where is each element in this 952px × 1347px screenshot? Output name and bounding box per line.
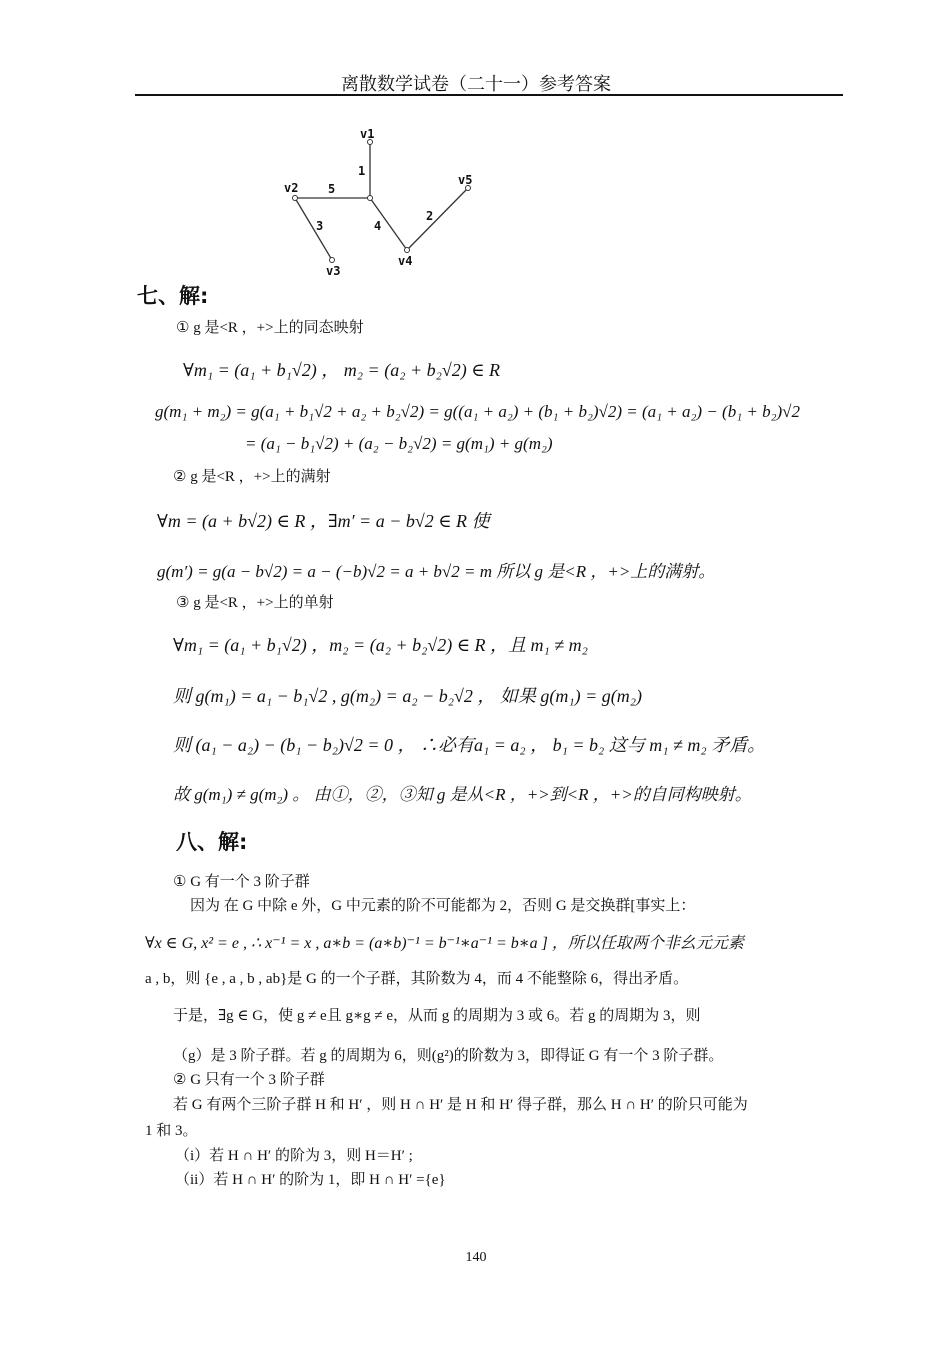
sec7-line-forall-m1-m2: ∀m₁ = (a₁ + b₁√2) ， m₂ = (a₂ + b₂√2) ∈ R bbox=[183, 360, 501, 380]
sec8-line-two-subgroups: 若 G 有两个三阶子群 H 和 H′ ，则 H ∩ H′ 是 H 和 H′ 得子群，那么 H ∩ H′ 的阶只可能为 bbox=[173, 1097, 748, 1113]
sec8-part1-title: ① G 有一个 3 阶子群 bbox=[173, 874, 310, 890]
vertex-label-v4: v4 bbox=[398, 254, 413, 268]
section-8-heading: 八、解: bbox=[176, 830, 248, 854]
edge-weight-3: 3 bbox=[316, 219, 324, 233]
sec7-line-injective-if: 则 g(m₁) = a₁ − b₁√2 , g(m₂) = a₂ − b₂√2 ， 如果 g(m₁) = g(m₂) bbox=[173, 686, 643, 706]
sec8-line-orders: 1 和 3。 bbox=[145, 1123, 198, 1139]
sec7-line-g-sum-cont: = (a₁ − b₁√2) + (a₂ − b₂√2) = g(m₁) + g(m₂) bbox=[245, 434, 553, 453]
sec7-line-surjective-forall: ∀m = (a + b√2) ∈ R ，∃m′ = a − b√2 ∈ R 使 bbox=[157, 511, 490, 531]
vertex-v3 bbox=[330, 258, 335, 263]
vertex-v4 bbox=[405, 248, 410, 253]
sec8-line-case-ii: （ii）若 H ∩ H′ 的阶为 1，即 H ∩ H′ ={e} bbox=[175, 1172, 446, 1188]
sec8-line-case-i: （i）若 H ∩ H′ 的阶为 3，则 H＝H′ ; bbox=[175, 1148, 413, 1164]
edge-weight-1: 1 bbox=[358, 164, 366, 178]
header-rule bbox=[135, 94, 843, 96]
sec7-part1-title: ① g 是<R ，+>上的同态映射 bbox=[176, 320, 364, 336]
vertex-v2 bbox=[293, 196, 298, 201]
sec8-line-exists-g: 于是，∃g ∈ G，使 g ≠ e且 g∗g ≠ e，从而 g 的周期为 3 或 6。若 g 的周期为 3，则 bbox=[173, 1008, 701, 1024]
section-7-heading: 七、解: bbox=[137, 284, 209, 308]
vertex-label-v5: v5 bbox=[458, 173, 473, 187]
page-header-title: 离散数学试卷（二十一）参考答案 bbox=[341, 74, 611, 94]
sec8-line-subgroup-order4: a , b，则 {e , a , b , ab}是 G 的一个子群，其阶数为 4，而 4 不能整除 6，得出矛盾。 bbox=[145, 971, 689, 987]
sec7-part2-title: ② g 是<R ，+>上的满射 bbox=[173, 469, 331, 485]
sec8-line-period: （g）是 3 阶子群。若 g 的周期为 6，则(g²)的阶数为 3，即得证 G 有一个 3 阶子群。 bbox=[173, 1048, 724, 1064]
page-number: 140 bbox=[465, 1250, 487, 1265]
sec7-line-injective-forall: ∀m₁ = (a₁ + b₁√2) ，m₂ = (a₂ + b₂√2) ∈ R ，且 m₁ ≠ m₂ bbox=[173, 635, 588, 655]
sec8-part2-title: ② G 只有一个 3 阶子群 bbox=[173, 1072, 325, 1088]
vertex-label-v1: v1 bbox=[360, 127, 375, 141]
vertex-label-v3: v3 bbox=[326, 264, 341, 278]
edge-weight-4: 4 bbox=[374, 219, 382, 233]
sec7-line-contradiction: 则 (a₁ − a₂) − (b₁ − b₂)√2 = 0 ， ∴必有a₁ = a₂ ， b₁ = b₂ 这与 m₁ ≠ m₂ 矛盾。 bbox=[173, 735, 766, 755]
vertex-label-v2: v2 bbox=[284, 181, 299, 195]
edge-v4-v5 bbox=[407, 188, 468, 250]
vertex-center bbox=[368, 196, 373, 201]
sec7-line-conclusion: 故 g(m₁) ≠ g(m₂) 。 由①，②，③知 g 是从<R ，+>到<R ，+>的自同构映射。 bbox=[173, 785, 752, 804]
edge-v2-v3 bbox=[295, 198, 332, 260]
sec8-line-commutative: ∀x ∈ G, x² = e , ∴ x⁻¹ = x , a∗b = (a∗b)⁻¹ = b⁻¹∗a⁻¹ = b∗a ] ，所以任取两个非幺元元素 bbox=[145, 935, 744, 952]
sec7-part3-title: ③ g 是<R ，+>上的单射 bbox=[176, 595, 334, 611]
sec7-line-g-sum: g(m₁ + m₂) = g(a₁ + b₁√2 + a₂ + b₂√2) = g((a₁ + a₂) + (b₁ + b₂)√2) = (a₁ + a₂) − (b₁ + b₂)√2 bbox=[155, 402, 801, 421]
sec8-line-because: 因为 在 G 中除 e 外，G 中元素的阶不可能都为 2，否则 G 是交换群[事实上： bbox=[190, 898, 696, 914]
sec7-line-surjective-proof: g(m′) = g(a − b√2) = a − (−b)√2 = a + b√2 = m 所以 g 是<R ，+>上的满射。 bbox=[157, 562, 716, 581]
edge-weight-2: 2 bbox=[426, 209, 434, 223]
spanning-tree-graph bbox=[270, 120, 510, 280]
edge-weight-5: 5 bbox=[328, 182, 336, 196]
